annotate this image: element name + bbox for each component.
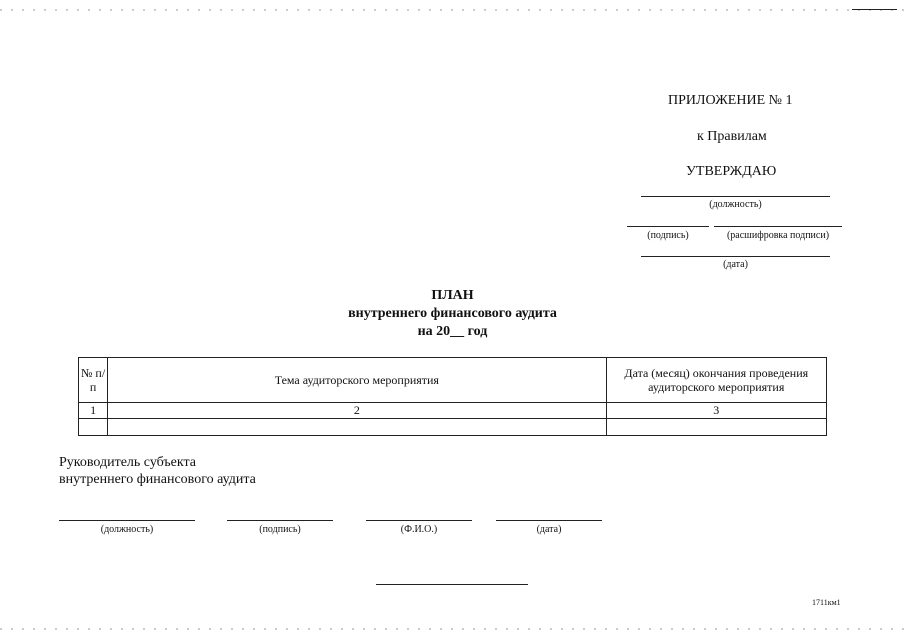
footer-date-line bbox=[496, 520, 602, 521]
approve-label: УТВЕРЖДАЮ bbox=[686, 164, 777, 179]
to-rules-label: к Правилам bbox=[697, 129, 767, 144]
corner-mark bbox=[852, 9, 897, 10]
position-line bbox=[641, 196, 830, 197]
plan-title: ПЛАН bbox=[431, 288, 474, 303]
table-cell[interactable] bbox=[108, 419, 606, 436]
col-number-header: № п/п bbox=[79, 358, 108, 403]
head-title-line2: внутреннего финансового аудита bbox=[59, 472, 256, 487]
table-row bbox=[79, 419, 827, 436]
scan-noise-top bbox=[0, 9, 905, 11]
table-header-row bbox=[79, 358, 827, 403]
document-code: 1711км1 bbox=[812, 598, 841, 607]
bottom-separator bbox=[376, 584, 528, 585]
footer-signature-line bbox=[227, 520, 333, 521]
footer-position-caption: (должность) bbox=[100, 524, 154, 535]
footer-signature-caption: (подпись) bbox=[259, 524, 301, 535]
signature-caption: (подпись) bbox=[647, 230, 689, 241]
col-topic-header: Тема аудиторского мероприятия bbox=[108, 358, 606, 403]
footer-name-line bbox=[366, 520, 472, 521]
date-line bbox=[641, 256, 830, 257]
plan-year: на 20__ год bbox=[417, 324, 488, 339]
head-title-line1: Руководитель субъекта bbox=[59, 455, 196, 470]
scan-noise-bottom bbox=[0, 628, 905, 630]
appendix-label: ПРИЛОЖЕНИЕ № 1 bbox=[668, 93, 793, 108]
plan-subtitle: внутреннего финансового аудита bbox=[348, 306, 557, 321]
footer-date-caption: (дата) bbox=[536, 524, 562, 535]
table-cell[interactable] bbox=[606, 419, 826, 436]
footer-name-caption: (Ф.И.О.) bbox=[400, 524, 438, 535]
date-caption: (дата) bbox=[723, 259, 748, 270]
position-caption: (должность) bbox=[709, 199, 762, 210]
col-date-header: Дата (месяц) окончания проведения аудиторского мероприятия bbox=[606, 358, 826, 403]
table-cell[interactable] bbox=[79, 419, 108, 436]
signature-decode-line bbox=[714, 226, 842, 227]
footer-position-line bbox=[59, 520, 195, 521]
signature-decode-caption: (расшифровка подписи) bbox=[726, 230, 830, 241]
table-numbering-row bbox=[79, 403, 827, 419]
col-date-index: 3 bbox=[606, 403, 826, 419]
col-number-index: 1 bbox=[79, 403, 108, 419]
plan-table bbox=[78, 357, 827, 436]
col-topic-index: 2 bbox=[108, 403, 606, 419]
signature-line bbox=[627, 226, 709, 227]
